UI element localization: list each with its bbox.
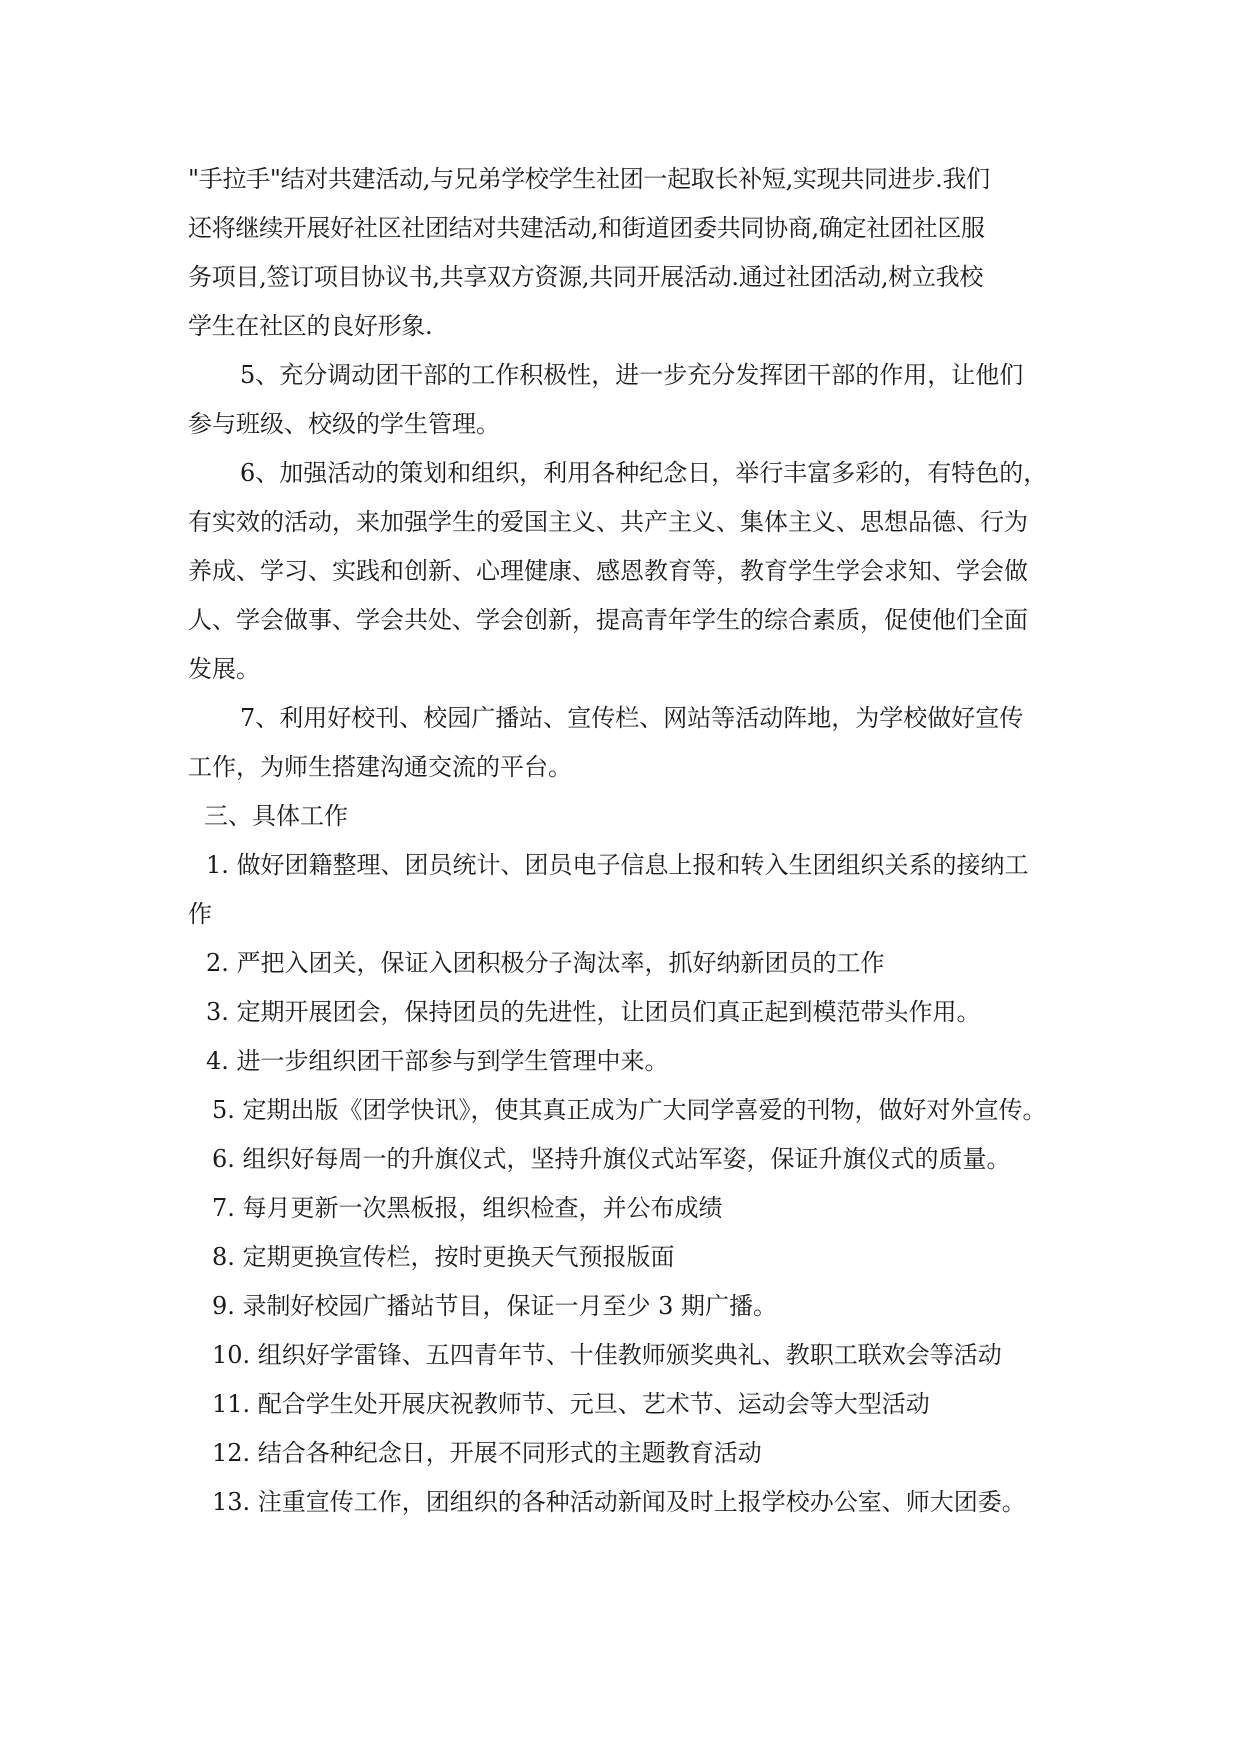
text-line: 工作，为师生搭建沟通交流的平台。 [188, 753, 572, 781]
item-7-paragraph [188, 694, 1053, 792]
text-line: 还将继续开展好社区社团结对共建活动,和街道团委共同协商,确定社团社区服 [188, 214, 985, 242]
list-item: 13. 注重宣传工作，团组织的各种活动新闻及时上报学校办公室、师大团委。 [212, 1488, 1026, 1516]
text-line: 6、加强活动的策划和组织，利用各种纪念日，举行丰富多彩的，有特色的， [240, 459, 1048, 487]
intro-paragraph [188, 155, 1053, 351]
list-item: 6. 组织好每周一的升旗仪式，坚持升旗仪式站军姿，保证升旗仪式的质量。 [212, 1145, 1011, 1173]
list-item: 4. 进一步组织团干部参与到学生管理中来。 [206, 1047, 669, 1075]
text-line: 养成、学习、实践和创新、心理健康、感恩教育等，教育学生学会求知、学会做 [188, 557, 1028, 585]
item-5-paragraph [188, 351, 1053, 449]
list-item: 10. 组织好学雷锋、五四青年节、十佳教师颁奖典礼、教职工联欢会等活动 [212, 1341, 1002, 1369]
text-line: 发展。 [188, 655, 260, 683]
task-list [188, 841, 1053, 1527]
document-body [188, 155, 1053, 1527]
list-item: 11. 配合学生处开展庆祝教师节、元旦、艺术节、运动会等大型活动 [212, 1390, 930, 1418]
list-item: 5. 定期出版《团学快讯》，使其真正成为广大同学喜爱的刊物，做好对外宣传。 [212, 1096, 1047, 1124]
text-line: 学生在社区的良好形象. [188, 312, 433, 340]
list-item: 1. 做好团籍整理、团员统计、团员电子信息上报和转入生团组织关系的接纳工 [206, 851, 1029, 879]
text-line: 有实效的活动，来加强学生的爱国主义、共产主义、集体主义、思想品德、行为 [188, 508, 1028, 536]
list-item: 8. 定期更换宣传栏，按时更换天气预报版面 [212, 1243, 675, 1271]
text-line: 5、充分调动团干部的工作积极性，进一步充分发挥团干部的作用，让他们 [240, 361, 1024, 389]
list-item: 3. 定期开展团会，保持团员的先进性，让团员们真正起到模范带头作用。 [206, 998, 981, 1026]
list-item: 9. 录制好校园广播站节目，保证一月至少 3 期广播。 [212, 1292, 778, 1320]
text-line: 参与班级、校级的学生管理。 [188, 410, 500, 438]
section-heading: 三、具体工作 [204, 802, 348, 830]
item-6-paragraph [188, 449, 1053, 694]
text-line: 务项目,签订项目协议书,共享双方资源,共同开展活动.通过社团活动,树立我校 [188, 263, 984, 291]
list-item: 2. 严把入团关，保证入团积极分子淘汰率，抓好纳新团员的工作 [206, 949, 885, 977]
list-item: 12. 结合各种纪念日，开展不同形式的主题教育活动 [212, 1439, 762, 1467]
list-item: 7. 每月更新一次黑板报，组织检查，并公布成绩 [212, 1194, 723, 1222]
text-line: "手拉手"结对共建活动,与兄弟学校学生社团一起取长补短,实现共同进步.我们 [188, 165, 990, 193]
list-item-continuation: 作 [188, 900, 212, 928]
text-line: 7、利用好校刊、校园广播站、宣传栏、网站等活动阵地，为学校做好宣传 [240, 704, 1024, 732]
text-line: 人、学会做事、学会共处、学会创新，提高青年学生的综合素质，促使他们全面 [188, 606, 1028, 634]
